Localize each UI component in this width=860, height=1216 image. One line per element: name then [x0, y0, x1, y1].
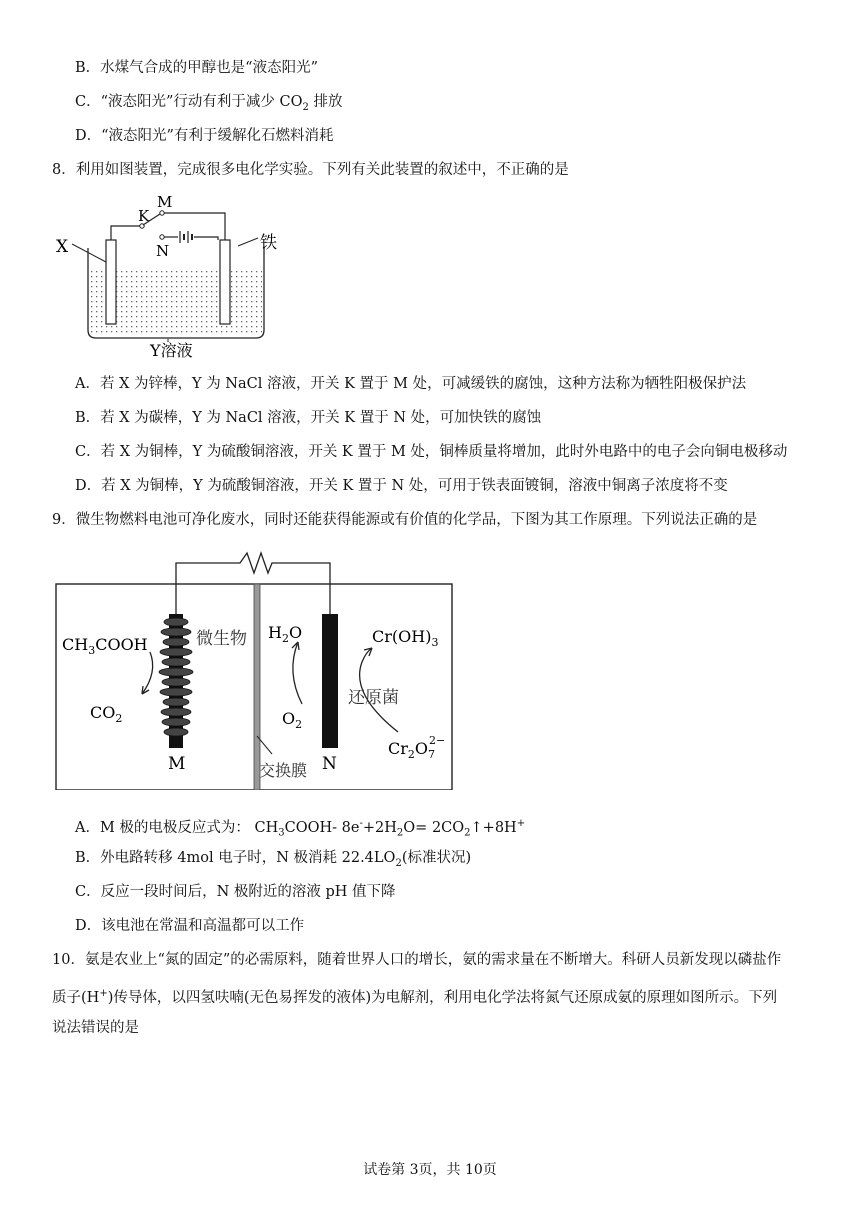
q7-option-b: B．水煤气合成的甲醇也是“液态阳光” — [75, 60, 318, 76]
q9-fuel-cell-figure — [50, 544, 460, 790]
q8-option-d: D．若 X 为铜棒，Y 为硫酸铜溶液，开关 K 置于 N 处，可用于铁表面镀铜，溶液中铜离子浓度将不变 — [75, 478, 728, 494]
label-co2: $CO_2$ — [90, 703, 123, 725]
q9-option-a: A．M 极的电极反应式为： $CH_3COOH-$ $8e^-+2H_2O=$ $2CO_2↑+8H^+$ — [75, 818, 526, 839]
label-y-solution: Y溶液 — [150, 341, 193, 360]
q8-option-a: A．若 X 为锌棒，Y 为 NaCl 溶液，开关 K 置于 M 处，可减缓铁的腐蚀，这种方法称为牺牲阳极保护法 — [75, 376, 747, 392]
label-n-electrode: N — [322, 754, 337, 774]
label-reducing-bacteria: 还原菌 — [348, 688, 399, 708]
q8-electrolysis-figure — [50, 190, 300, 365]
svg-text:CH3COOH: $CH_3COOH$ — [62, 635, 148, 657]
q9-option-c: C．反应一段时间后，N 极附近的溶液 pH 值下降 — [75, 884, 396, 900]
label-m-electrode: M — [168, 754, 186, 774]
q7-option-c: C．“液态阳光”行动有利于减少 $CO_2$ 排放 — [75, 94, 343, 113]
label-m: M — [157, 193, 173, 211]
q8-stem: 8．利用如图装置，完成很多电化学实验。下列有关此装置的叙述中，不正确的是 — [52, 162, 569, 178]
label-microbe: 微生物 — [196, 629, 247, 649]
q9-option-b: B．外电路转移 4mol 电子时，N 极消耗 $22.4LO_2$(标准状况) — [75, 850, 472, 869]
label-o2: $O_2$ — [282, 709, 303, 731]
label-croh3: $Cr(OH)_3$ — [372, 627, 439, 649]
q10-stem-line1: 10．氨是农业上“氮的固定”的必需原料，随着世界人口的增长，氨的需求量在不断增大。科研人员新发现以磷盐作 — [52, 952, 782, 968]
q8-option-b: B．若 X 为碳棒，Y 为 NaCl 溶液，开关 K 置于 N 处，可加快铁的腐蚀 — [75, 410, 542, 426]
q9-option-d: D．该电池在常温和高温都可以工作 — [75, 918, 305, 934]
label-x: X — [56, 237, 69, 257]
label-h2o: $H_2O$ — [268, 623, 303, 645]
page-footer: 试卷第 3页，共 10页 — [363, 1162, 497, 1178]
label-k: K — [138, 207, 150, 225]
q10-stem-line3: 说法错误的是 — [52, 1020, 139, 1036]
label-n: N — [156, 242, 170, 260]
q10-stem-line2: 质子(H+)传导体，以四氢呋喃(无色易挥发的液体)为电解剂，利用电化学法将氮气还原成氨的原理如图所示。下列 — [52, 988, 778, 1006]
label-membrane: 交换膜 — [259, 761, 308, 780]
label-cr2o7: $Cr_2O_72-$ — [388, 734, 446, 761]
label-iron: 铁 — [260, 233, 277, 253]
q8-option-c: C．若 X 为铜棒，Y 为硫酸铜溶液，开关 K 置于 M 处，铜棒质量将增加，此时外电路中的电子会向铜电极移动 — [75, 444, 788, 460]
q9-stem: 9．微生物燃料电池可净化废水，同时还能获得能源或有价值的化学品，下图为其工作原理。下列说法正确的是 — [52, 512, 758, 528]
q7-option-d: D．“液态阳光”有利于缓解化石燃料消耗 — [75, 128, 334, 144]
label-ch3cooh: CH — [62, 635, 89, 654]
